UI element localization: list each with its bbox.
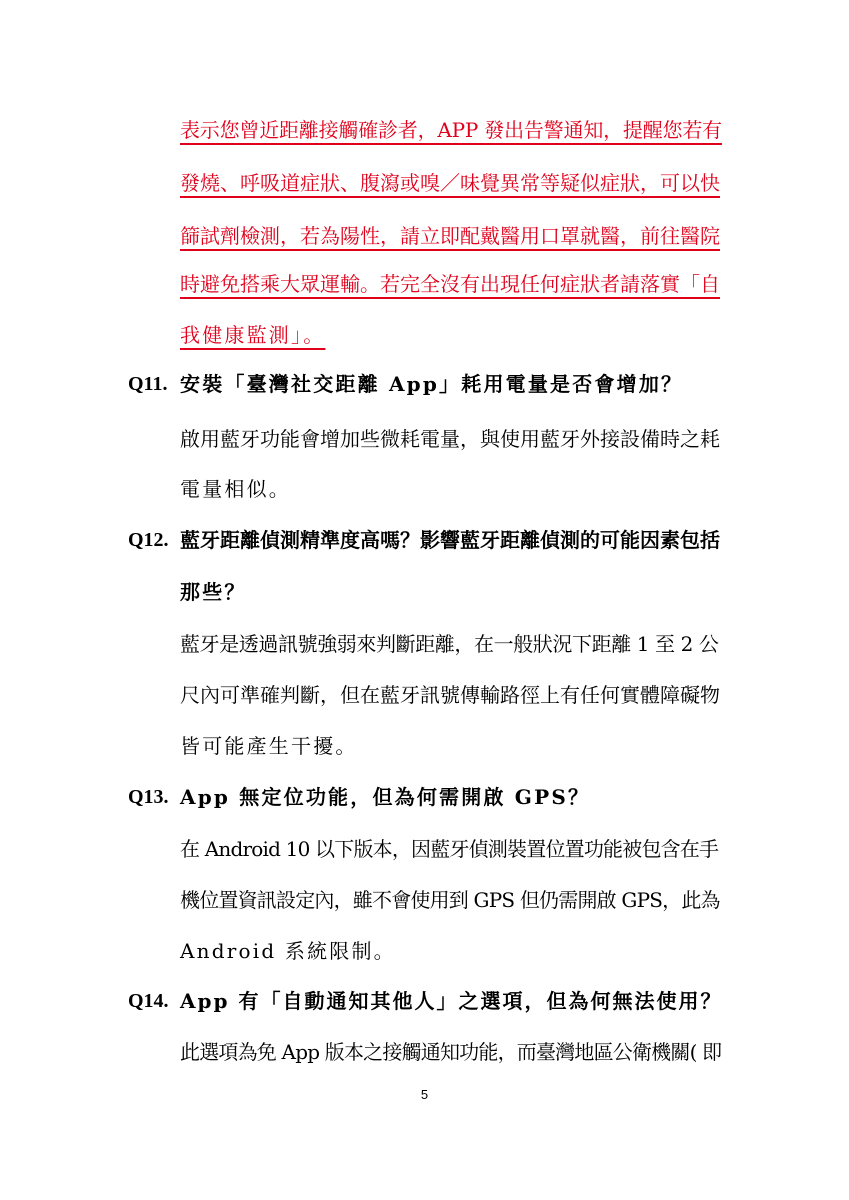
page-number: 5 (420, 1087, 429, 1102)
q13-number: Q13. (128, 786, 169, 808)
q12-answer-line-2: 尺內可準確判斷，但在藍牙訊號傳輸路徑上有任何實體障礙物 (180, 683, 720, 707)
q12-question-line-2: 那些？ (180, 580, 247, 604)
q14-number: Q14. (128, 990, 169, 1012)
q12-number: Q12. (128, 529, 169, 551)
q12-answer-line-3: 皆可能產生干擾。 (180, 734, 358, 758)
q11-question: 安裝「臺灣社交距離 App」耗用電量是否會增加？ (180, 372, 684, 396)
q13-answer-line-3: Android 系統限制。 (180, 939, 396, 963)
intro-line-5: 我健康監測」。 (180, 323, 326, 347)
q12-answer-line-1: 藍牙是透過訊號強弱來判斷距離，在一般狀況下距離 1 至 2 公 (180, 632, 719, 656)
q11-answer-line-1: 啟用藍牙功能會增加些微耗電量，與使用藍牙外接設備時之耗 (180, 427, 720, 451)
q11-answer-line-2: 電量相似。 (180, 477, 291, 501)
q13-question: App 無定位功能，但為何需開啟 GPS？ (180, 785, 591, 809)
intro-line-3: 篩試劑檢測，若為陽性，請立即配戴醫用口罩就醫，前往醫院 (180, 224, 720, 248)
q13-answer-line-1: 在 Android 10 以下版本，因藍牙偵測裝置位置功能被包含在手 (180, 837, 719, 861)
q12-question-line-1: 藍牙距離偵測精準度高嗎？影響藍牙距離偵測的可能因素包括 (180, 528, 720, 552)
intro-line-4: 時避免搭乘大眾運輸。若完全沒有出現任何症狀者請落實「自 (180, 272, 720, 296)
intro-line-2: 發燒、呼吸道症狀、腹瀉或嗅／味覺異常等疑似症狀，可以快 (180, 171, 720, 195)
q14-answer-line-1: 此選項為免 App 版本之接觸通知功能，而臺灣地區公衛機關( 即 (180, 1040, 722, 1064)
q14-question: App 有「自動通知其他人」之選項，但為何無法使用？ (180, 989, 723, 1013)
intro-line-1: 表示您曾近距離接觸確診者，APP 發出告警通知，提醒您若有 (180, 118, 722, 142)
q13-answer-line-2: 機位置資訊設定內，雖不會使用到 GPS 但仍需開啟 GPS，此為 (180, 888, 720, 912)
q11-number: Q11. (128, 373, 168, 395)
